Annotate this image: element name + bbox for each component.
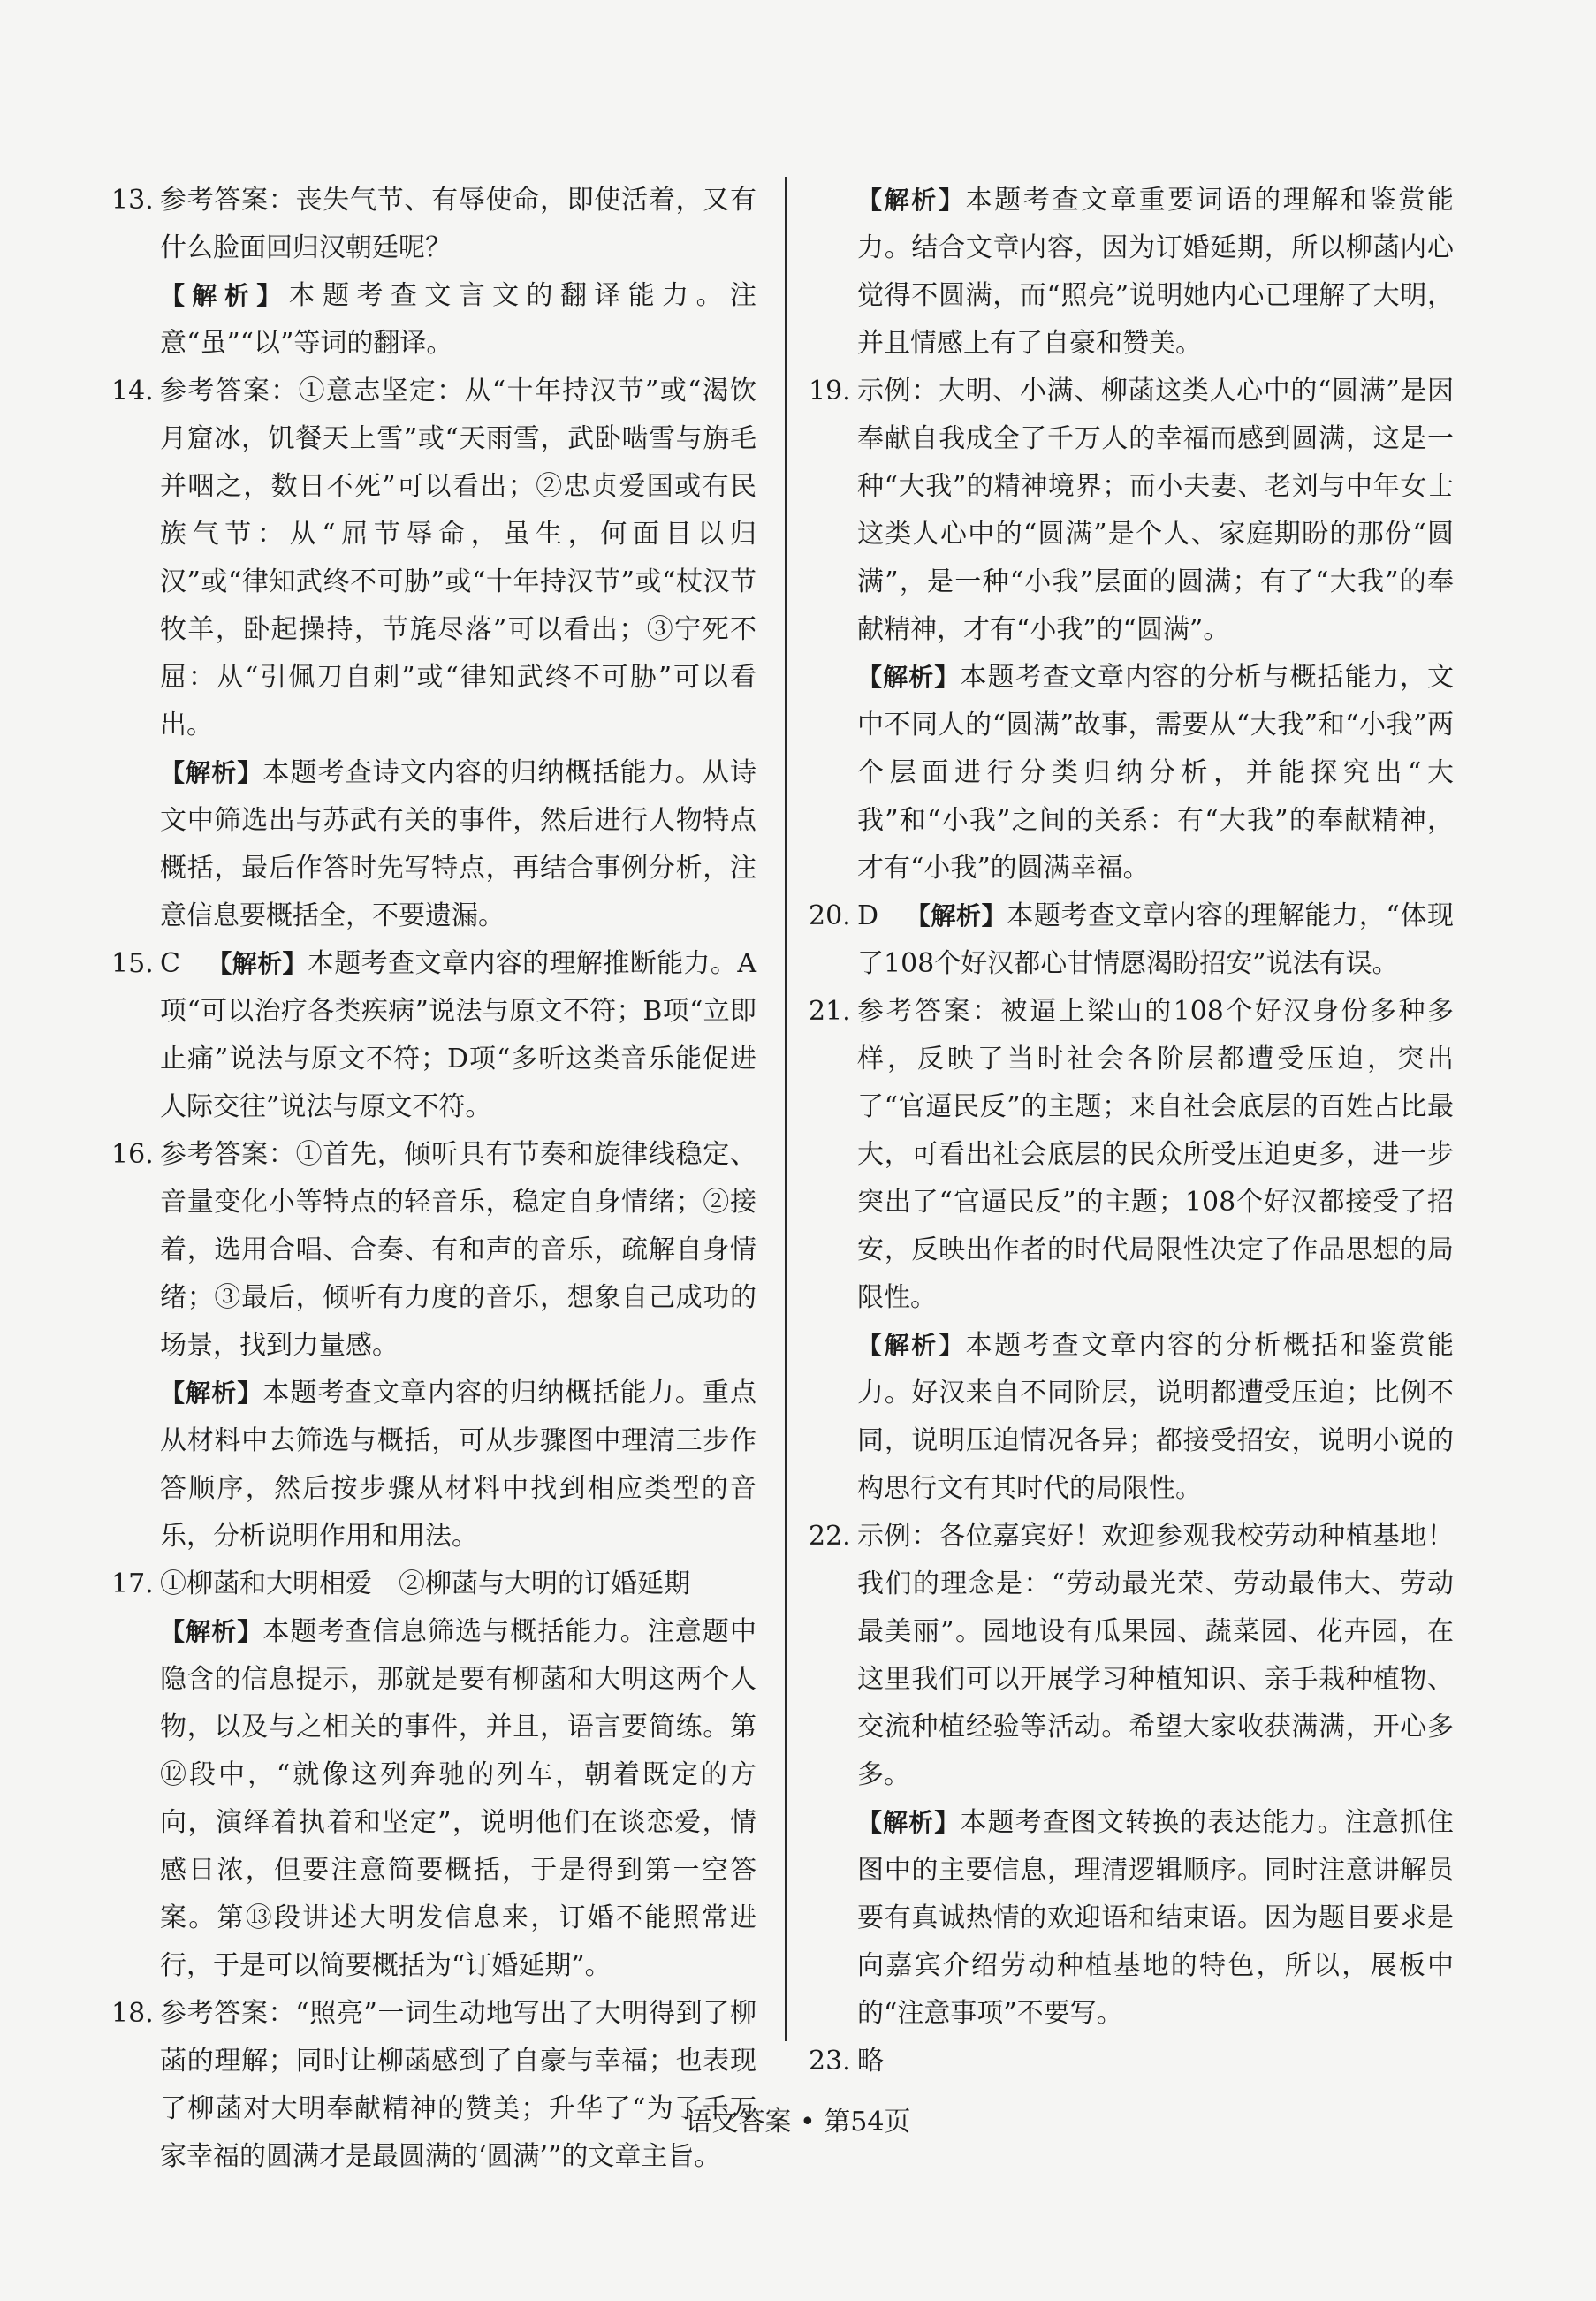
- item-number: 19.: [809, 376, 851, 406]
- answer-item-14: [111, 368, 756, 940]
- right-column: [809, 177, 1454, 2085]
- item-number: 16.: [111, 1139, 154, 1170]
- explanation-text: 本题考查文章内容的分析概括和鉴赏能力。好汉来自不同阶层，说明都遭受压迫；比例不同，说明压迫情况各异；都接受招安，说明小说的构思行文有其时代的局限性。: [857, 1330, 1454, 1504]
- answer-item-13: [111, 177, 756, 368]
- explanation-tag: 【解析】: [857, 663, 961, 692]
- answer-item-21: [809, 988, 1454, 1513]
- answer-item-18: [111, 1990, 756, 2181]
- item-number: 23.: [809, 2046, 851, 2077]
- item-number: 21.: [809, 996, 851, 1027]
- explanation-tag: 【解析】: [160, 1378, 263, 1408]
- answer-text: 参考答案：“照亮”一词生动地写出了大明得到了柳菡的理解；同时让柳菡感到了自豪与幸福；也表现了柳菡对大明奉献精神的赞美；升华了“为了千万家幸福的圆满才是最圆满的‘圆满’”的文章主旨。: [160, 1998, 756, 2172]
- answer-item-20: [809, 892, 1454, 988]
- explanation-tag: 【解析】: [857, 186, 966, 215]
- answer-item-23: [809, 2038, 1454, 2085]
- answer-choice: C: [160, 948, 180, 979]
- answer-item-18-continued: [809, 177, 1454, 368]
- explanation: [857, 654, 1454, 892]
- answer-text: 略: [857, 2046, 884, 2077]
- item-number: 14.: [111, 376, 154, 406]
- explanation-text: 本题考查文章内容的分析与概括能力，文中不同人的“圆满”故事，需要从“大我”和“小我”两个层面进行分类归纳分析，并能探究出“大我”和“小我”之间的关系：有“大我”的奉献精神，才有“小我”的圆满幸福。: [857, 662, 1454, 884]
- explanation: [160, 749, 756, 940]
- explanation-tag: 【解析】: [857, 1331, 966, 1360]
- left-column: [111, 177, 756, 2181]
- explanation-text: 本题考查文章重要词语的理解和鉴赏能力。结合文章内容，因为订婚延期，所以柳菡内心觉得不圆满，而“照亮”说明她内心已理解了大明，并且情感上有了自豪和赞美。: [857, 185, 1454, 359]
- explanation: [857, 1322, 1454, 1513]
- answer-text: 示例：各位嘉宾好！欢迎参观我校劳动种植基地！我们的理念是：“劳动最光荣、劳动最伟大、劳动最美丽”。园地设有瓜果园、蔬菜园、花卉园，在这里我们可以开展学习种植知识、亲手栽种植物、交流种植经验等活动。希望大家收获满满，开心多多。: [857, 1521, 1454, 1790]
- item-number: 17.: [111, 1568, 154, 1599]
- item-number: 18.: [111, 1998, 154, 2029]
- answer-with-explanation: [857, 892, 1454, 988]
- explanation: [160, 1370, 756, 1561]
- answer-item-22: [809, 1513, 1454, 2038]
- explanation-text: 本题考查文言文的翻译能力。注意“虽”“以”等词的翻译。: [160, 280, 756, 359]
- answer-text: 参考答案：①首先，倾听具有节奏和旋律线稳定、音量变化小等特点的轻音乐，稳定自身情绪；②接着，选用合唱、合奏、有和声的音乐，疏解自身情绪；③最后，倾听有力度的音乐，想象自己成功的场景，找到力量感。: [160, 1139, 756, 1361]
- explanation-text: 本题考查文章内容的理解推断能力。A项“可以治疗各类疾病”说法与原文不符；B项“立即止痛”说法与原文不符；D项“多听这类音乐能促进人际交往”说法与原文不符。: [160, 948, 756, 1122]
- answer-item-16: [111, 1131, 756, 1561]
- answer-text: 参考答案：①意志坚定：从“十年持汉节”或“渴饮月窟冰，饥餐天上雪”或“天雨雪，武卧啮雪与旃毛并咽之，数日不死”可以看出；②忠贞爱国或有民族气节：从“屈节辱命，虽生，何面目以归汉”或“律知武终不可胁”或“十年持汉节”或“杖汉节牧羊，卧起操持，节旄尽落”可以看出；③宁死不屈：从“引佩刀自刺”或“律知武终不可胁”可以看出。: [160, 376, 756, 740]
- answer-item-15: [111, 940, 756, 1131]
- explanation-text: 本题考查文章内容的理解能力，“体现了108个好汉都心甘情愿渴盼招安”说法有误。: [857, 900, 1454, 979]
- explanation-tag: 【解析】: [905, 901, 1007, 930]
- explanation-text: 本题考查诗文内容的归纳概括能力。从诗文中筛选出与苏武有关的事件，然后进行人物特点概括，最后作答时先写特点，再结合事例分析，注意信息要概括全，不要遗漏。: [160, 757, 756, 931]
- explanation-tag: 【解析】: [160, 281, 289, 310]
- explanation: [160, 1608, 756, 1990]
- answer-text: 示例：大明、小满、柳菡这类人心中的“圆满”是因奉献自我成全了千万人的幸福而感到圆满，这是一种“大我”的精神境界；而小夫妻、老刘与中年女士这类人心中的“圆满”是个人、家庭期盼的那份“圆满”，是一种“小我”层面的圆满；有了“大我”的奉献精神，才有“小我”的“圆满”。: [857, 376, 1454, 645]
- answer-choice: D: [857, 900, 879, 931]
- item-number: 20.: [809, 900, 851, 931]
- explanation-tag: 【解析】: [160, 758, 263, 787]
- answer-text: ①柳菡和大明相爱 ②柳菡与大明的订婚延期: [160, 1568, 690, 1599]
- answer-text: 参考答案：丧失气节、有辱使命，即使活着，又有什么脸面回归汉朝廷呢？: [160, 185, 756, 263]
- answer-with-explanation: [160, 940, 756, 1131]
- item-number: 15.: [111, 948, 154, 979]
- explanation: [857, 1799, 1454, 2038]
- column-divider: [785, 177, 787, 2041]
- explanation-tag: 【解析】: [857, 1808, 961, 1837]
- explanation-text: 本题考查文章内容的归纳概括能力。重点从材料中去筛选与概括，可从步骤图中理清三步作答顺序，然后按步骤从材料中找到相应类型的音乐，分析说明作用和用法。: [160, 1378, 756, 1552]
- answer-item-17: [111, 1561, 756, 1990]
- explanation-text: 本题考查图文转换的表达能力。注意抓住图中的主要信息，理清逻辑顺序。同时注意讲解员要有真诚热情的欢迎语和结束语。因为题目要求是向嘉宾介绍劳动种植基地的特色，所以，展板中的“注意事项”不要写。: [857, 1807, 1454, 2029]
- explanation-text: 本题考查信息筛选与概括能力。注意题中隐含的信息提示，那就是要有柳菡和大明这两个人物，以及与之相关的事件，并且，语言要简练。第⑫段中，“就像这列奔驰的列车，朝着既定的方向，演绎着执着和坚定”，说明他们在谈恋爱，情感日浓，但要注意简要概括，于是得到第一空答案。第⑬段讲述大明发信息来，订婚不能照常进行，于是可以简要概括为“订婚延期”。: [160, 1616, 756, 1981]
- explanation: [857, 177, 1454, 368]
- explanation-tag: 【解析】: [206, 949, 308, 978]
- answer-text: 参考答案：被逼上梁山的108个好汉身份多种多样，反映了当时社会各阶层都遭受压迫，突出了“官逼民反”的主题；来自社会底层的百姓占比最大，可看出社会底层的民众所受压迫更多，进一步突出了“官逼民反”的主题；108个好汉都接受了招安，反映出作者的时代局限性决定了作品思想的局限性。: [857, 996, 1454, 1313]
- item-number: 13.: [111, 185, 154, 216]
- answer-item-19: [809, 368, 1454, 892]
- item-number: 22.: [809, 1521, 851, 1552]
- explanation-tag: 【解析】: [160, 1617, 263, 1646]
- page-footer: 语文答案 • 第54页: [685, 2107, 911, 2138]
- explanation: [160, 272, 756, 368]
